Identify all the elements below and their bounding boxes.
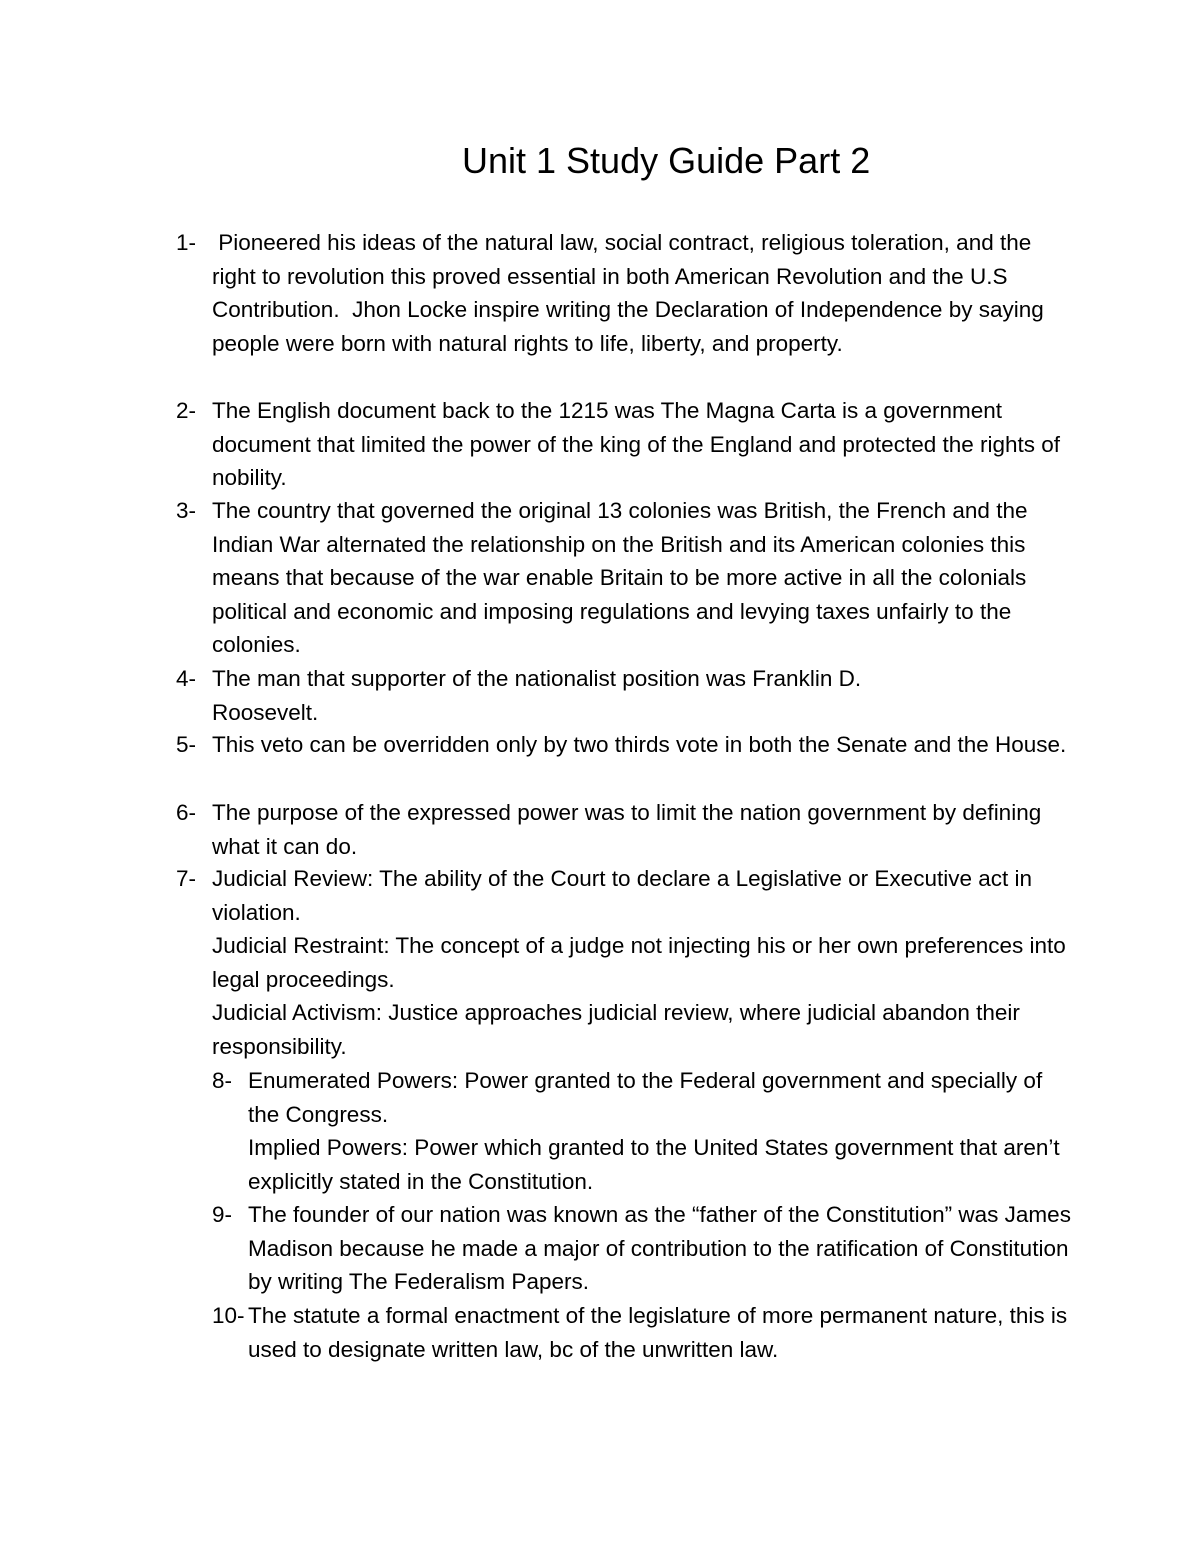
item-number: 1-: [176, 230, 197, 255]
item-text: This veto can be overridden only by two thirds vote in both the Senate and the House.: [212, 732, 1067, 757]
item-text: The purpose of the expressed power was to limit the nation government by defining what it can do.: [212, 800, 1042, 859]
item-text: The English document back to the 1215 was The Magna Carta is a government document that limited the power of the king of the England and protected the rights of nobility.: [212, 398, 1061, 490]
item-number: 3-: [176, 498, 197, 523]
list-item: [212, 1064, 1076, 1198]
item-number: 6-: [176, 800, 197, 825]
item-text: The founder of our nation was known as the “father of the Constitution” was James Madison because he made a major of contribution to the ratification of Constitution by writing The Federalism Papers.: [248, 1202, 1071, 1294]
list-item: [176, 494, 1076, 662]
list-item: [176, 662, 1076, 729]
item-number: 2-: [176, 398, 197, 423]
item-paragraph: Judicial Activism: Justice approaches judicial review, where judicial abandon their responsibility.: [212, 1000, 1020, 1059]
list-item: [176, 226, 1076, 360]
item-number: 7-: [176, 866, 197, 891]
list-item: [176, 394, 1076, 495]
item-number: 8-: [212, 1068, 233, 1093]
item-paragraph: Judicial Review: The ability of the Court to declare a Legislative or Executive act in violation.: [212, 866, 1032, 925]
list-item: [212, 1198, 1076, 1299]
item-paragraph: Implied Powers: Power which granted to the United States government that aren’t explicitly stated in the Constitution.: [248, 1135, 1060, 1194]
item-number: 4-: [176, 666, 197, 691]
item-text: The man that supporter of the nationalist position was Franklin D. Roosevelt.: [212, 666, 862, 725]
item-text: The statute a formal enactment of the legislature of more permanent nature, this is used to designate written law, bc of the unwritten law.: [248, 1303, 1068, 1362]
list-item: [176, 728, 1076, 762]
list-item: [176, 796, 1076, 863]
item-number: 5-: [176, 732, 197, 757]
list-item: [212, 1299, 1076, 1366]
page-title: Unit 1 Study Guide Part 2: [462, 140, 871, 181]
item-text: The country that governed the original 13 colonies was British, the French and the Indian War alternated the relationship on the British and its American colonies this means that because of the war enable Britain to be more active in all the colonials political and economic and imposing regulations and levying taxes unfairly to the colonies.: [212, 498, 1028, 657]
item-paragraph: Enumerated Powers: Power granted to the Federal government and specially of the Congress.: [248, 1068, 1043, 1127]
item-number: 9-: [212, 1202, 233, 1227]
item-number: 10-: [212, 1303, 245, 1328]
item-text: Pioneered his ideas of the natural law, social contract, religious toleration, and the right to revolution this proved essential in both American Revolution and the U.S Contribution. Jhon Locke inspire writing the Declaration of Independence by saying people were born with natural rights to life, liberty, and property.: [212, 230, 1051, 356]
item-paragraph: Judicial Restraint: The concept of a judge not injecting his or her own preferences into legal proceedings.: [212, 933, 1066, 992]
list-item: [176, 862, 1076, 1063]
